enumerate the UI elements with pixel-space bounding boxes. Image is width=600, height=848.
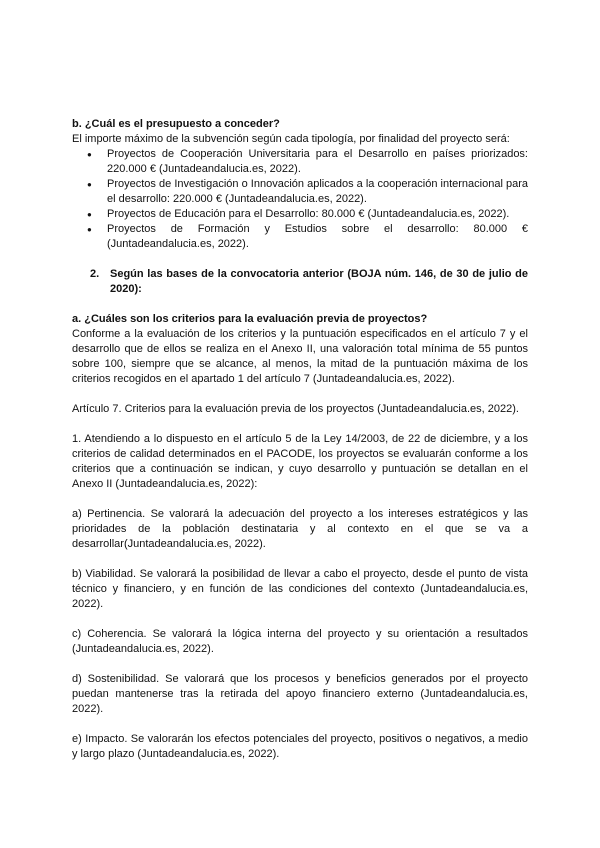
section-b-heading: b. ¿Cuál es el presupuesto a conceder? (72, 118, 280, 130)
section-2-number: 2. (90, 268, 100, 280)
section-b-intro: El importe máximo de la subvención según cada tipología, por finalidad del proyecto será: (72, 133, 510, 145)
list-item: ● Proyectos de Cooperación Universitaria para el Desarrollo en países priorizados: 220.000 € (Juntadeandalucia.es, 2022). (107, 147, 528, 177)
section-2-title: Según las bases de la convocatoria anterior (BOJA núm. 146, de 30 de julio de 2020): (110, 268, 528, 295)
paragraph: 1. Atendiendo a lo dispuesto en el artículo 5 de la Ley 14/2003, de 22 de diciembre, y a los criterios de calidad determinados en el PACODE, los proyectos se evaluarán conforme a los criterios que a continuación se indican, y cuyo desarrollo y puntuación se detallan en el Anexo II (Juntadeandalucia.es, 2022): (72, 433, 528, 490)
paragraph: Conforme a la evaluación de los criterios y la puntuación especificados en el artículo 7 y el desarrollo que de ellos se realiza en el Anexo II, una valoración total mínima de 55 puntos sobre 100, siempre que se alcance, al menos, la mitad de la puntuación máxima de los criterios recogidos en el apartado 1 del artículo 7 (Juntadeandalucia.es, 2022). (72, 328, 528, 385)
criterion-coherencia: c) Coherencia. Se valorará la lógica interna del proyecto y su orientación a resultados (Juntadeandalucia.es, 2022). (72, 628, 528, 655)
budget-list (72, 147, 528, 252)
section-2-heading (72, 267, 528, 297)
list-item: ● Proyectos de Investigación o Innovación aplicados a la cooperación internacional para el desarrollo: 220.000 € (Juntadeandalucia.es, 2022). (107, 177, 528, 207)
criterion-pertinencia: a) Pertinencia. Se valorará la adecuación del proyecto a los intereses estratégicos y las prioridades de la población destinataria y al contexto en el que se va a desarrollar(Juntadeandalucia.es, 2022). (72, 508, 528, 550)
paragraph: Artículo 7. Criterios para la evaluación previa de los proyectos (Juntadeandalucia.es, 2022). (72, 403, 519, 415)
criterion-sostenibilidad: d) Sostenibilidad. Se valorará que los procesos y beneficios generados por el proyecto puedan mantenerse tras la retirada del apoyo financiero externo (Juntadeandalucia.es, 2022). (72, 673, 528, 715)
criterion-viabilidad: b) Viabilidad. Se valorará la posibilidad de llevar a cabo el proyecto, desde el punto de vista técnico y financiero, y en función de las condiciones del contexto (Juntadeandalucia.es, 2022). (72, 568, 528, 610)
section-a-heading: a. ¿Cuáles son los criterios para la evaluación previa de proyectos? (72, 313, 428, 325)
list-item: ● Proyectos de Formación y Estudios sobre el desarrollo: 80.000 € (Juntadeandalucia.es, 2022). (107, 222, 528, 252)
criterion-impacto: e) Impacto. Se valorarán los efectos potenciales del proyecto, positivos o negativos, a medio y largo plazo (Juntadeandalucia.es, 2022). (72, 733, 528, 760)
list-item: ● Proyectos de Educación para el Desarrollo: 80.000 € (Juntadeandalucia.es, 2022). (107, 207, 528, 222)
